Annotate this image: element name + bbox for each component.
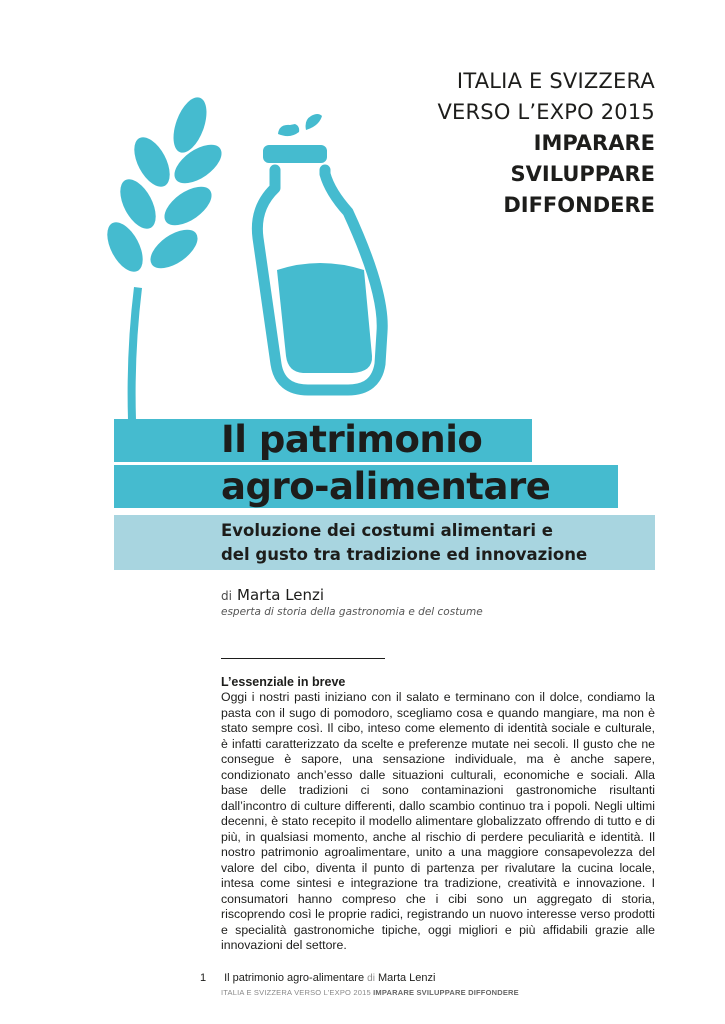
footer-doc-title: Il patrimonio agro-alimentare [224,972,365,984]
essentials-title: L’essenziale in breve [221,675,346,689]
header-bold-3: DIFFONDERE [503,193,655,217]
footer-series: ITALIA E SVIZZERA VERSO L’EXPO 2015 [221,988,371,997]
page-title [221,416,550,510]
subtitle-line-2: del gusto tra tradizione ed innovazione [221,545,588,564]
title-line-1: Il patrimonio [221,418,483,461]
page-footer [200,972,519,997]
title-line-2: agro-alimentare [221,465,551,508]
milk-bottle-icon [257,114,382,390]
essentials-body: Oggi i nostri pasti iniziano con il salato e terminano con il dolce, condiamo la pasta con il sugo di pomodoro, scegliamo cosa e quando mangiare, ma non è stato sempre così. Il cibo, inteso come elemento di identità sociale e culturale, è infatti caratterizzato da scelte e preferenze mutate nei secoli. Il gusto che ne consegue è sapore, una sensazione individuale, ma è anche sapere, condizionato anch’esso dalle situazioni culturali, economiche e sociali. Alla base delle tradizioni ci sono contaminazioni gastronomiche risultanti dall’incontro di culture differenti, dallo scambio continuo tra i popoli. Negli ultimi decenni, è stato recepito il modello alimentare globalizzato offrendo di tutto e di più, in qualsiasi momento, anche al rischio di perdere peculiarità e identità. Il nostro patrimonio agroalimentare, unito a una maggiore consapevolezza del valore del cibo, diventa il punto di partenza per rivalutare la cucina locale, intesa come sintesi e integrazione tra tradizione, creatività e innovazione. I consumatori hanno compreso che i cibi sono un aggregato di storia, riscoprendo così le proprie radici, registrando un nuovo interesse verso prodotti e specialità gastronomiche tipiche, oggi migliori e più affidabili grazie alle innovazioni del settore. [221,690,655,952]
wheat-icon [100,93,228,420]
essentials-section [221,674,655,954]
page-number: 1 [200,972,207,984]
header-line-1: ITALIA E SVIZZERA [456,69,655,93]
byline [221,585,483,618]
footer-series-bold: IMPARARE SVILUPPARE DIFFONDERE [373,988,519,997]
illustration [100,92,400,422]
byline-di: di [221,589,232,603]
subtitle [221,519,587,567]
header-line-2: VERSO L’EXPO 2015 [437,100,655,124]
header-block [437,66,655,221]
byline-author: Marta Lenzi [237,586,325,604]
footer-di: di [367,973,375,984]
section-divider [221,658,385,659]
footer-author: Marta Lenzi [378,972,436,984]
subtitle-line-1: Evoluzione dei costumi alimentari e [221,521,553,540]
header-bold-2: SVILUPPARE [510,162,655,186]
header-bold-1: IMPARARE [533,131,655,155]
byline-role: esperta di storia della gastronomia e del costume [221,606,483,618]
